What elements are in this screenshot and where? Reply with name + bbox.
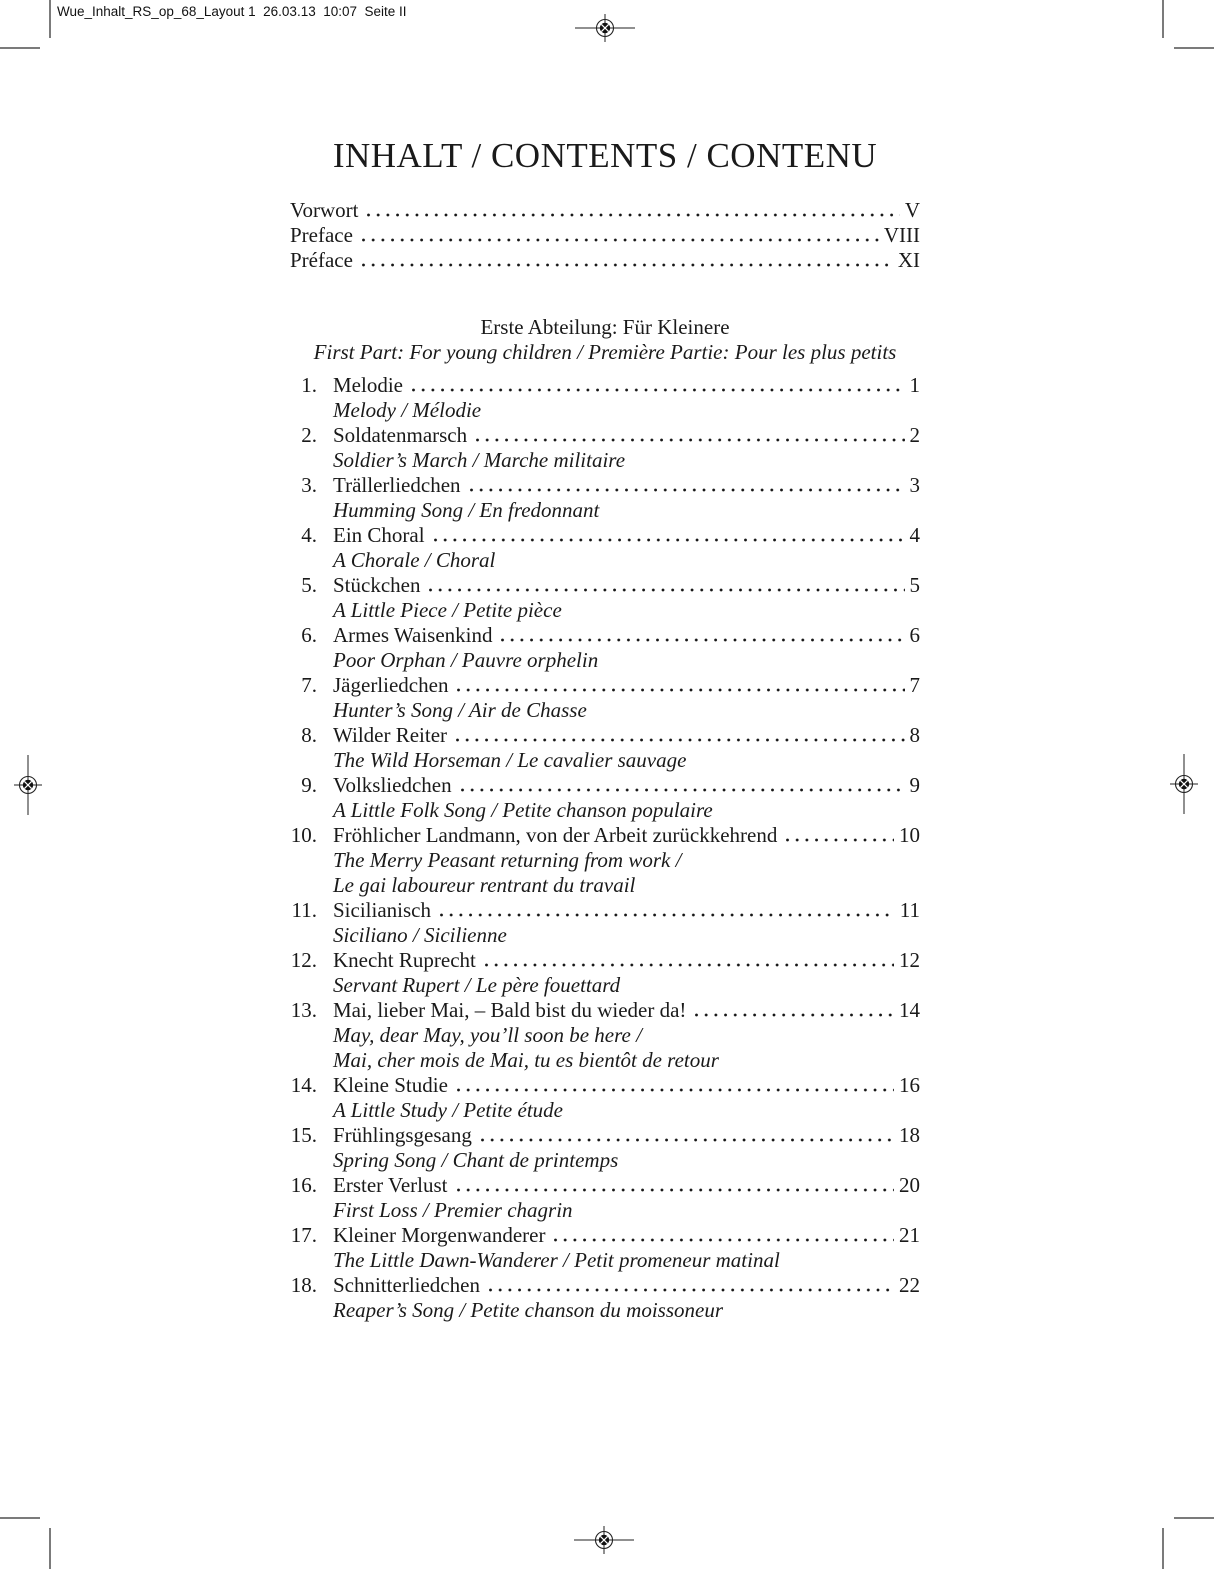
crop-mark-bottom-left-vertical [49,1528,51,1569]
registration-mark-icon [572,1520,636,1560]
toc-item [290,1223,920,1273]
dot-leader [554,1238,894,1242]
dot-leader [429,588,904,592]
crop-mark-top-right-horizontal [1174,47,1214,49]
item-number: 17. [290,1223,317,1247]
toc-item [290,773,920,823]
dot-leader [362,263,893,267]
toc-item-line [290,823,920,848]
dot-leader [470,488,905,492]
front-matter-row [290,248,920,273]
dot-leader [786,838,894,842]
item-title: Stückchen [333,573,421,597]
toc-item-line [290,1223,920,1248]
item-number: 11. [291,898,317,922]
item-number: 9. [301,773,317,797]
section-subheading: First Part: For young children / Première Partie: Pour les plus petits [313,340,897,364]
page-title: INHALT / CONTENTS / CONTENU [332,136,878,175]
toc-item-line [290,523,920,548]
item-title: Volksliedchen [333,773,452,797]
toc-item-line [290,573,920,598]
item-translation: Mai, cher mois de Mai, tu es bientôt de retour [333,1048,719,1072]
item-number: 1. [301,373,317,397]
toc-item-line [290,373,920,398]
item-page: 3 [909,473,920,497]
toc-item-line [290,623,920,648]
toc-item-line [290,723,920,748]
toc-item [290,723,920,773]
item-title: Jägerliedchen [333,673,449,697]
item-number: 4. [301,523,317,547]
item-title: Kleine Studie [333,1073,448,1097]
dot-leader [501,638,904,642]
front-matter-page: VIII [883,223,920,247]
item-number: 12. [290,948,317,972]
item-title: Armes Waisenkind [333,623,493,647]
toc-item-line [290,1123,920,1148]
toc-item [290,673,920,723]
item-translation: Humming Song / En fredonnant [333,498,600,522]
front-matter-row [290,198,920,223]
dot-leader [412,388,905,392]
dot-leader [457,1188,894,1192]
item-page: 7 [909,673,920,697]
toc-item-line [290,1173,920,1198]
item-translation: A Chorale / Choral [333,548,496,572]
item-translation: A Little Folk Song / Petite chanson populaire [333,798,713,822]
crop-mark-bottom-right-vertical [1162,1528,1164,1569]
item-number: 3. [301,473,317,497]
toc-item [290,523,920,573]
item-translation: The Little Dawn-Wanderer / Petit promeneur matinal [333,1248,780,1272]
item-number: 18. [290,1273,317,1297]
item-page: 1 [909,373,920,397]
item-page: 2 [909,423,920,447]
dot-leader [457,1088,894,1092]
item-title: Fröhlicher Landmann, von der Arbeit zurückkehrend [333,823,778,847]
toc-item [290,573,920,623]
toc-item-line [290,898,920,923]
item-title: Soldatenmarsch [333,423,468,447]
item-title: Schnitterliedchen [333,1273,480,1297]
item-title: Mai, lieber Mai, – Bald bist du wieder da! [333,998,687,1022]
item-page: 5 [909,573,920,597]
item-page: 10 [899,823,920,847]
print-slug-line: Wue_Inhalt_RS_op_68_Layout 1 26.03.13 10:07 Seite II [57,4,407,19]
item-title: Wilder Reiter [333,723,448,747]
toc-item [290,1073,920,1123]
item-number: 13. [290,998,317,1022]
item-title: Kleiner Morgenwanderer [333,1223,546,1247]
toc-item-list [290,373,920,1323]
item-page: 16 [899,1073,920,1097]
item-translation: First Loss / Premier chagrin [333,1198,573,1222]
item-page: 12 [899,948,920,972]
front-matter-label: Preface [290,223,353,247]
item-translation: The Wild Horseman / Le cavalier sauvage [333,748,687,772]
toc-item-line [290,998,920,1023]
item-number: 16. [290,1173,317,1197]
section-heading: Erste Abteilung: Für Kleinere [480,315,730,339]
toc-item-line [290,773,920,798]
toc-item [290,473,920,523]
item-page: 8 [909,723,920,747]
item-number: 8. [301,723,317,747]
dot-leader [457,688,904,692]
item-title: Ein Choral [333,523,425,547]
dot-leader [481,1138,894,1142]
dot-leader [440,913,895,917]
item-title: Sicilianisch [333,898,431,922]
toc-content [290,136,920,1323]
toc-item-line [290,673,920,698]
front-matter-page: XI [897,248,920,272]
item-translation: Reaper’s Song / Petite chanson du moissoneur [333,1298,724,1322]
item-page: 4 [909,523,920,547]
crop-mark-bottom-left-horizontal [0,1517,40,1519]
item-number: 6. [301,623,317,647]
item-translation: Soldier’s March / Marche militaire [333,448,626,472]
toc-item [290,1123,920,1173]
dot-leader [434,538,905,542]
item-translation: A Little Piece / Petite pièce [333,598,562,622]
toc-item [290,948,920,998]
toc-item [290,623,920,673]
item-translation: Le gai laboureur rentrant du travail [333,873,636,897]
item-translation: A Little Study / Petite étude [333,1098,563,1122]
item-translation: Poor Orphan / Pauvre orphelin [333,648,599,672]
registration-mark-icon [573,8,637,48]
dot-leader [476,438,904,442]
registration-mark-icon [1164,752,1204,816]
item-page: 22 [899,1273,920,1297]
item-translation: Siciliano / Sicilienne [333,923,507,947]
toc-item-line [290,1273,920,1298]
item-translation: May, dear May, you’ll soon be here / [333,1023,642,1047]
toc-item [290,898,920,948]
toc-item [290,373,920,423]
toc-item-line [290,1073,920,1098]
front-matter-label: Vorwort [290,198,359,222]
item-page: 6 [909,623,920,647]
item-number: 2. [301,423,317,447]
crop-mark-top-left-vertical [49,0,51,38]
item-translation: Spring Song / Chant de printemps [333,1148,619,1172]
dot-leader [367,213,899,217]
toc-item-line [290,473,920,498]
item-number: 7. [301,673,317,697]
item-title: Knecht Ruprecht [333,948,476,972]
crop-mark-top-left-horizontal [0,47,40,49]
item-title: Erster Verlust [333,1173,448,1197]
item-page: 21 [899,1223,920,1247]
item-translation: Servant Rupert / Le père fouettard [333,973,621,997]
item-page: 20 [899,1173,920,1197]
toc-item [290,998,920,1073]
item-translation: The Merry Peasant returning from work / [333,848,682,872]
item-page: 18 [899,1123,920,1147]
toc-item [290,1273,920,1323]
item-number: 15. [290,1123,317,1147]
registration-mark-icon [8,753,48,817]
item-page: 9 [909,773,920,797]
toc-item [290,423,920,473]
front-matter-page: V [904,198,920,222]
front-matter-label: Préface [290,248,353,272]
dot-leader [456,738,904,742]
item-number: 10. [290,823,317,847]
dot-leader [461,788,905,792]
dot-leader [485,963,894,967]
item-title: Melodie [333,373,403,397]
dot-leader [489,1288,894,1292]
item-translation: Hunter’s Song / Air de Chasse [333,698,587,722]
toc-item [290,823,920,898]
front-matter-row [290,223,920,248]
item-title: Frühlingsgesang [333,1123,472,1147]
item-number: 5. [301,573,317,597]
crop-mark-bottom-right-horizontal [1174,1517,1214,1519]
item-title: Trällerliedchen [333,473,461,497]
item-translation: Melody / Mélodie [333,398,482,422]
item-page: 14 [899,998,920,1022]
dot-leader [362,238,879,242]
item-page: 11 [899,898,920,922]
toc-item-line [290,948,920,973]
item-number: 14. [290,1073,317,1097]
toc-item [290,1173,920,1223]
front-matter-list [290,198,920,273]
dot-leader [695,1013,894,1017]
crop-mark-top-right-vertical [1162,0,1164,38]
toc-item-line [290,423,920,448]
